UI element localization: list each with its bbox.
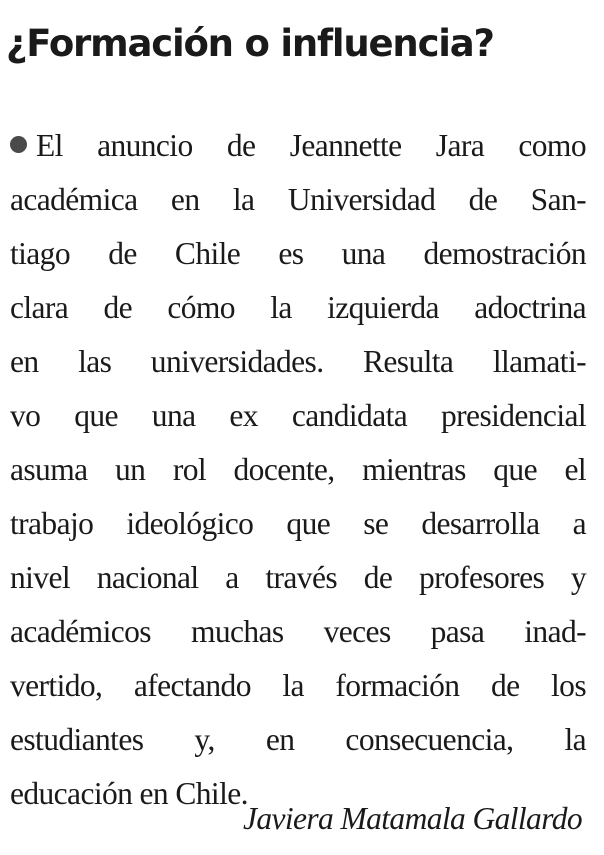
body-line: vo que una ex candidata presidencial: [10, 398, 586, 433]
body-line: tiago de Chile es una demostración: [10, 236, 586, 271]
body-line: clara de cómo la izquierda adoctrina: [10, 290, 586, 325]
letter-title: ¿Formación o influencia?: [6, 22, 494, 65]
body-line-text: El anuncio de Jeannette Jara como: [36, 128, 586, 163]
bullet-icon: [10, 136, 27, 153]
body-line: trabajo ideológico que se desarrolla a: [10, 506, 586, 541]
body-line: asuma un rol docente, mientras que el: [10, 452, 586, 487]
letter-body: [10, 119, 586, 821]
author-signature: Javiera Matamala Gallardo: [242, 801, 582, 836]
body-line: educación en Chile.: [10, 776, 248, 811]
body-line: estudiantes y, en consecuencia, la: [10, 722, 586, 757]
body-line: vertido, afectando la formación de los: [10, 668, 586, 703]
body-line: [10, 119, 586, 173]
body-line: nivel nacional a través de profesores y: [10, 560, 586, 595]
body-line: académicos muchas veces pasa inad-: [10, 614, 586, 649]
body-line: académica en la Universidad de San-: [10, 182, 586, 217]
body-line: en las universidades. Resulta llamati-: [10, 344, 586, 379]
